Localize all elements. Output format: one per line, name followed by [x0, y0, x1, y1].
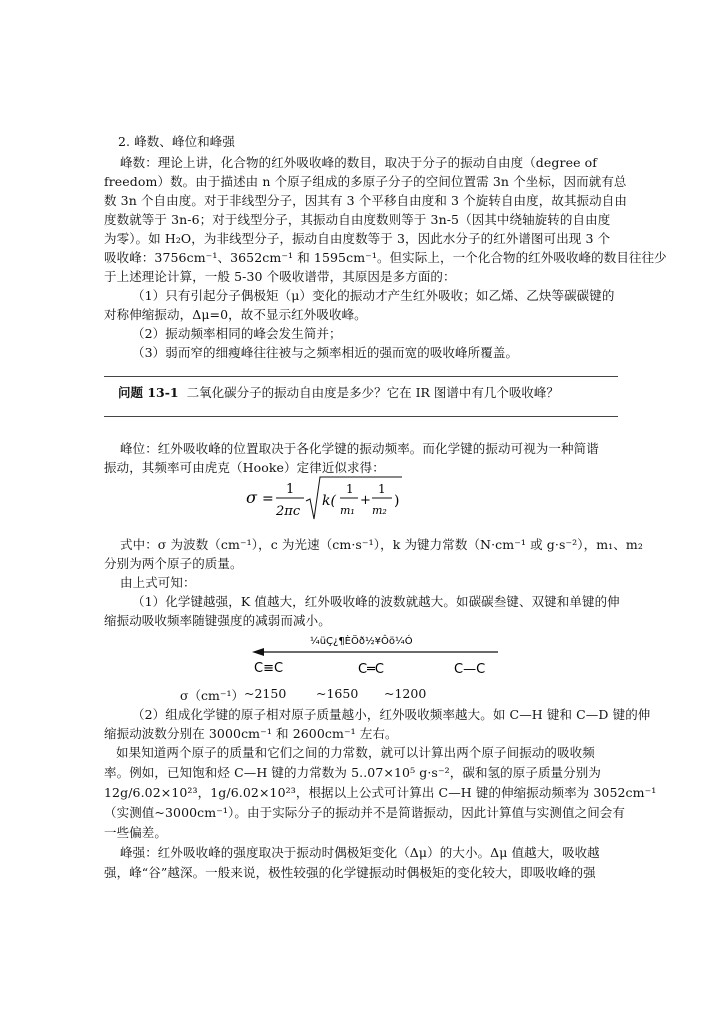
reason-line: （1）只有引起分子偶极矩（μ）变化的振动才产生红外吸收；如乙烯、乙炔等碳碳键的 — [132, 288, 615, 303]
bond-double: C═C — [358, 662, 384, 677]
paragraph-line: 由上式可知： — [120, 575, 196, 590]
paragraph-line: 一些偏差。 — [104, 825, 168, 840]
sigma-label: σ（cm⁻¹） — [180, 688, 244, 703]
diagram-arrowhead — [252, 648, 264, 656]
hooke-formula — [244, 475, 404, 523]
question-top-rule — [104, 376, 618, 377]
formula-close: ) — [394, 493, 400, 509]
section-heading: 2. 峰数、峰位和峰强 — [118, 134, 235, 149]
formula-den2: m₂ — [372, 504, 387, 517]
formula-den1: m₁ — [340, 504, 355, 517]
paragraph-line: （2）组成化学键的原子相对原子质量越小，红外吸收频率越大。如 C—H 键和 C—D 键的伸 — [132, 707, 651, 722]
paragraph-line: 峰位：红外吸收峰的位置取决于各化学键的振动频率。而化学键的振动可视为一种简谐 — [120, 441, 599, 456]
paragraph-line: 强，峰“谷”越深。一般来说，极性较强的化学键振动时偶极矩的变化较大，即吸收峰的强 — [104, 865, 596, 880]
paragraph-line: 度数就等于 3n-6；对于线型分子，其振动自由度数则等于 3n-5（因其中绕轴旋转的自由度 — [104, 212, 611, 227]
reason-line: 对称伸缩振动，Δμ=0，故不显示红外吸收峰。 — [104, 307, 367, 322]
diagram-garbled-label: ¼üÇ¿¶ÈÖð½¥Ôö¼Ó — [310, 636, 413, 647]
formula-den: 2πc — [276, 504, 301, 519]
formula-num1: 1 — [346, 482, 354, 496]
formula-sigma: σ — [246, 488, 257, 507]
formula-plus: + — [360, 493, 371, 508]
question-label: 问题 13-1 — [118, 385, 179, 400]
paragraph-line: （1）化学键越强，K 值越大，红外吸收峰的波数就越大。如碳碳叁键、双键和单键的伸 — [132, 594, 620, 609]
paragraph-line: 为零）。如 H₂O，为非线型分子，振动自由度数等于 3，因此水分子的红外谱图可出现 3 个 — [104, 231, 611, 246]
question-bottom-rule — [104, 416, 618, 417]
paragraph-line: 振动，其频率可由虎克（Hooke）定律近似求得： — [104, 460, 385, 475]
bond-single: C—C — [454, 662, 486, 677]
paragraph-line: 数 3n 个自由度。对于非线型分子，因其有 3 个平移自由度和 3 个旋转自由度，故其振动自由 — [104, 193, 627, 208]
paragraph-line: （实测值~3000cm⁻¹）。由于实际分子的振动并不是简谐振动，因此计算值与实测值之间会有 — [104, 805, 625, 820]
paragraph-line: 吸收峰：3756cm⁻¹、3652cm⁻¹ 和 1595cm⁻¹。但实际上，一个化合物的红外吸收峰的数目往往少 — [104, 250, 667, 265]
paragraph-line: 率。例如，已知饱和烃 C—H 键的力常数为 5..07×10⁵ g·s⁻²，碳和氢的原子质量分别为 — [104, 765, 601, 780]
paragraph-line: 缩振动吸收频率随键强度的减弱而减小。 — [104, 613, 331, 628]
sigma-value-double: ~1650 — [316, 686, 359, 701]
paragraph-line: 峰强：红外吸收峰的强度取决于振动时偶极矩变化（Δμ）的大小。Δμ 值越大，吸收越 — [120, 845, 600, 860]
paragraph-line: 如果知道两个原子的质量和它们之间的力常数，就可以计算出两个原子间振动的吸收频 — [116, 745, 595, 760]
bond-strength-diagram — [248, 632, 508, 682]
formula-num2: 1 — [378, 482, 386, 496]
sigma-value-triple: ~2150 — [244, 686, 287, 701]
reason-line: （2）振动频率相同的峰会发生简并； — [132, 326, 342, 341]
bond-triple: C≡C — [254, 661, 284, 676]
formula-equals: = — [262, 491, 274, 507]
paragraph-line: freedom）数。由于描述由 n 个原子组成的多原子分子的空间位置需 3n 个坐标，因而就有总 — [104, 174, 627, 189]
question-text: 二氧化碳分子的振动自由度是多少？它在 IR 图谱中有几个吸收峰？ — [186, 385, 559, 400]
paragraph-line: 峰数：理论上讲，化合物的红外吸收峰的数目，取决于分子的振动自由度（degree of — [120, 155, 597, 170]
reason-line: （3）弱而窄的细瘦峰往往被与之频率相近的强而宽的吸收峰所覆盖。 — [132, 345, 519, 360]
paragraph-line: 式中：σ 为波数（cm⁻¹），c 为光速（cm·s⁻¹），k 为键力常数（N·cm⁻¹ 或 g·s⁻²），m₁、m₂ — [120, 537, 643, 552]
formula-num: 1 — [286, 482, 295, 497]
paragraph-line: 于上述理论计算，一般 5-30 个吸收谱带，其原因是多方面的： — [104, 269, 456, 284]
question-box — [118, 383, 559, 401]
paragraph-line: 缩振动波数分别在 3000cm⁻¹ 和 2600cm⁻¹ 左右。 — [104, 726, 398, 741]
paragraph-line: 分别为两个原子的质量。 — [104, 556, 243, 571]
sigma-value-single: ~1200 — [384, 686, 427, 701]
paragraph-line: 12g/6.02×10²³，1g/6.02×10²³，根据以上公式可计算出 C—H 键的伸缩振动频率为 3052cm⁻¹ — [104, 785, 657, 800]
formula-k: k( — [322, 493, 336, 509]
